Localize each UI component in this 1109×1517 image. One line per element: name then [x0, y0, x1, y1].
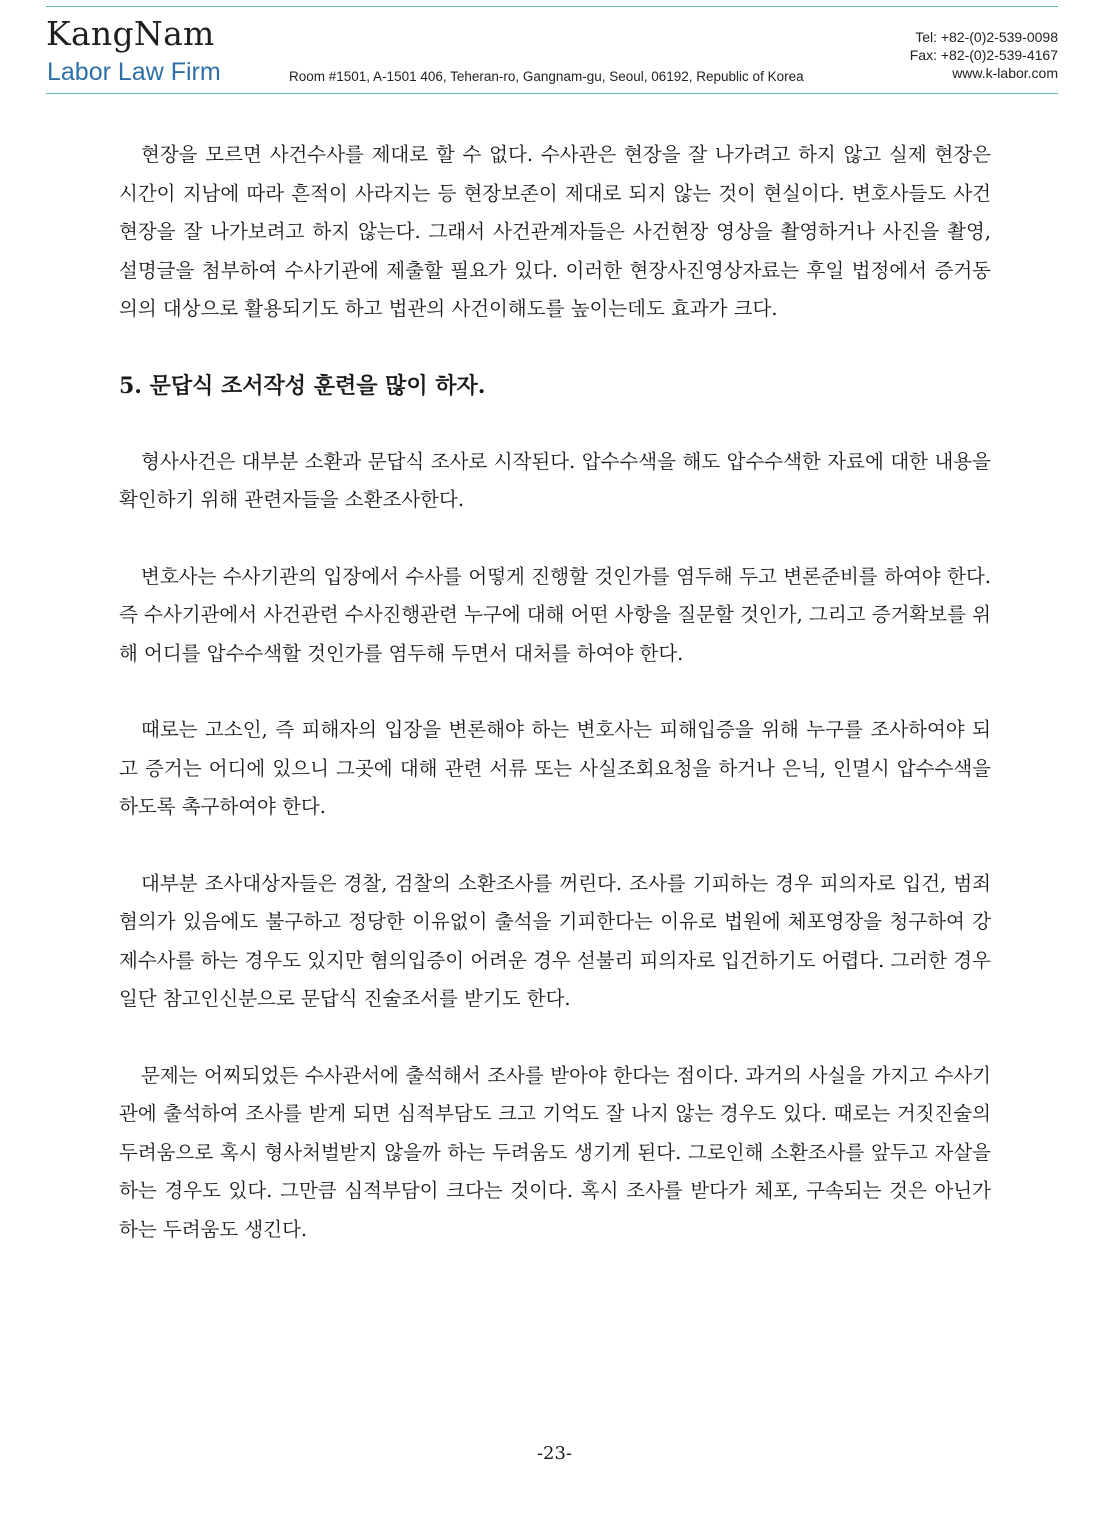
- firm-name: KangNam: [46, 14, 215, 53]
- top-rule: [46, 6, 1058, 7]
- body-paragraph: 형사사건은 대부분 소환과 문답식 조사로 시작된다. 압수수색을 해도 압수수색한 자료에 대한 내용을 확인하기 위해 관련자들을 소환조사한다.: [119, 449, 991, 511]
- letterhead: [46, 10, 1058, 95]
- body-paragraph: 변호사는 수사기관의 입장에서 수사를 어떻게 진행할 것인가를 염두해 두고 변론준비를 하여야 한다. 즉 수사기관에서 사건관련 수사진행관련 누구에 대해 어떤 사항을 질문할 것인가, 그리고 증거확보를 위해 어디를 압수수색할 것인가를 염두해 두면서 대처를 하여야 한다.: [119, 564, 991, 665]
- contact-block: [910, 28, 1058, 82]
- body-paragraph: 때로는 고소인, 즉 피해자의 입장을 변론해야 하는 변호사는 피해입증을 위해 누구를 조사하여야 되고 증거는 어디에 있으니 그곳에 대해 관련 서류 또는 사실조회요청을 하거나 은닉, 인멸시 압수수색을 하도록 촉구하여야 한다.: [119, 718, 991, 818]
- document-body: [119, 136, 991, 1287]
- firm-address: Room #1501, A-1501 406, Teheran-ro, Gangnam-gu, Seoul, 06192, Republic of Korea: [289, 69, 804, 84]
- body-paragraph: 대부분 조사대상자들은 경찰, 검찰의 소환조사를 꺼린다. 조사를 기피하는 경우 피의자로 입건, 범죄혐의가 있음에도 불구하고 정당한 이유없이 출석을 기피한다는 이유로 법원에 체포영장을 청구하여 강제수사를 하는 경우도 있지만 혐의입증이 어려운 경우 섣불리 피의자로 입건하기도 어렵다. 그러한 경우 일단 참고인신분으로 문답식 진술조서를 받기도 한다.: [119, 871, 991, 1010]
- phone-number: Tel: +82-(0)2-539-0098: [915, 29, 1058, 45]
- intro-paragraph: 현장을 모르면 사건수사를 제대로 할 수 없다. 수사관은 현장을 잘 나가려고 하지 않고 실제 현장은 시간이 지남에 따라 흔적이 사라지는 등 현장보존이 제대로 되지 않는 것이 현실이다. 변호사들도 사건현장을 잘 나가보려고 하지 않는다. 그래서 사건관계자들은 사건현장 영상을 촬영하거나 사진을 촬영, 설명글을 첨부하여 수사기관에 제출할 필요가 있다. 이러한 현장사진영상자료는 후일 법정에서 증거동의의 대상으로 활용되기도 하고 법관의 사건이해도를 높이는데도 효과가 크다.: [119, 143, 991, 320]
- website-link[interactable]: www.k-labor.com: [952, 65, 1058, 81]
- fax-number: Fax: +82-(0)2-539-4167: [909, 47, 1058, 63]
- header-divider: [46, 93, 1058, 94]
- firm-subtitle: Labor Law Firm: [47, 58, 221, 86]
- section-heading: 5. 문답식 조서작성 훈련을 많이 하자.: [119, 372, 486, 399]
- body-paragraph: 문제는 어찌되었든 수사관서에 출석해서 조사를 받아야 한다는 점이다. 과거의 사실을 가지고 수사기관에 출석하여 조사를 받게 되면 심적부담도 크고 기억도 잘 나지 않는 경우도 있다. 때로는 거짓진술의 두려움으로 혹시 형사처벌받지 않을까 하는 두려움도 생기게 된다. 그로인해 소환조사를 앞두고 자살을 하는 경우도 있다. 그만큼 심적부담이 크다는 것이다. 혹시 조사를 받다가 체포, 구속되는 것은 아닌가 하는 두려움도 생긴다.: [119, 1063, 991, 1241]
- page-number: -23-: [536, 1443, 573, 1464]
